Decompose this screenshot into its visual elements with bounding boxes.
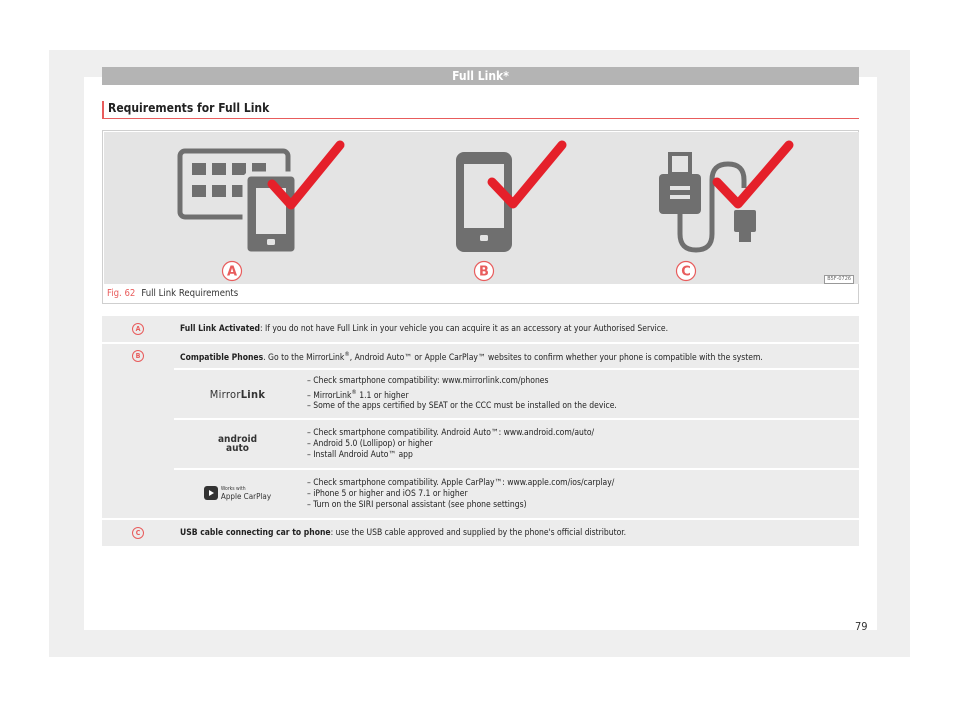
row-text-cell (174, 344, 859, 368)
requirement-line: – Check smartphone compatibility. Apple CarPlay™: www.apple.com/ios/carplay/ (307, 477, 615, 488)
carplay-icon (204, 486, 218, 500)
requirements-table (102, 314, 859, 548)
mirrorlink-logo (174, 370, 301, 418)
table-row (102, 344, 859, 368)
requirement-line: – MirrorLink® 1.1 or higher (307, 388, 409, 401)
table-row (102, 316, 859, 342)
figure-code: B5F-0726 (824, 275, 854, 284)
page-number: 79 (855, 620, 868, 633)
row-letter-cell (102, 344, 174, 518)
table-row (102, 370, 859, 418)
title-accent (102, 101, 104, 119)
check-icon (717, 145, 789, 204)
requirement-line: – Android 5.0 (Lollipop) or higher (307, 438, 433, 449)
logo-text: Link (240, 387, 266, 401)
svg-text:C: C (681, 264, 691, 280)
android-auto-logo (174, 420, 301, 468)
marker-c (677, 262, 696, 281)
row-text: . Go to the MirrorLink (263, 352, 345, 363)
apple-carplay-logo (174, 470, 301, 518)
row-label: Full Link Activated (180, 323, 261, 334)
requirement-line: – Some of the apps certified by SEAT or the CCC must be installed on the device. (307, 401, 617, 412)
marker-b (475, 262, 494, 281)
figure-svg (104, 132, 859, 284)
requirement-line: – iPhone 5 or higher and iOS 7.1 or higher (307, 488, 468, 499)
registered-mark: ® (344, 350, 350, 358)
dashboard-phone-icon (180, 151, 297, 254)
figure-illustration (104, 132, 859, 284)
marker-a (223, 262, 242, 281)
svg-text:B: B (479, 264, 489, 280)
logo-text: Mirror (209, 387, 241, 401)
requirement-line: – Turn on the SIRI personal assistant (see phone settings) (307, 499, 527, 510)
row-marker-c: C (132, 527, 144, 539)
logo-text: auto (226, 442, 249, 454)
table-row (102, 470, 859, 518)
requirement-line: – Check smartphone compatibility. Android Auto™: www.android.com/auto/ (307, 427, 595, 438)
figure-62 (102, 130, 859, 304)
smartphone-icon (456, 152, 512, 252)
row-marker-a: A (132, 323, 144, 335)
logo-text: android (217, 433, 258, 445)
mirrorlink-text (301, 370, 859, 418)
requirement-line: – Check smartphone compatibility: www.mirrorlink.com/phones (307, 375, 549, 386)
chapter-header: Full Link* (102, 67, 859, 85)
row-marker-b: B (132, 350, 144, 362)
figure-caption-text: Full Link Requirements (141, 288, 239, 299)
table-row (102, 520, 859, 546)
row-text: , Android Auto™ or Apple CarPlay™ websites to confirm whether your phone is compatible with the system. (349, 352, 763, 363)
section-title: Requirements for Full Link (108, 101, 270, 115)
apple-carplay-text (301, 470, 859, 518)
svg-text:A: A (226, 264, 238, 280)
figure-caption (107, 288, 238, 299)
figure-number: Fig. 62 (107, 288, 136, 299)
row-label: Compatible Phones (180, 352, 264, 363)
logo-text: Works with (220, 486, 246, 492)
row-text-cell (174, 316, 859, 342)
android-auto-text (301, 420, 859, 468)
requirement-line: – Install Android Auto™ app (307, 449, 413, 460)
row-text-cell (174, 520, 859, 546)
table-row (102, 420, 859, 468)
row-text: : If you do not have Full Link in your vehicle you can acquire it as an accessory at your Authorised Service. (260, 323, 669, 334)
logo-text: Apple CarPlay (220, 492, 272, 501)
row-letter-cell (102, 316, 174, 342)
row-label: USB cable connecting car to phone (180, 527, 331, 538)
row-letter-cell (102, 520, 174, 546)
row-text: : use the USB cable approved and supplied by the phone's official distributor. (330, 527, 627, 538)
title-rule (102, 118, 859, 119)
